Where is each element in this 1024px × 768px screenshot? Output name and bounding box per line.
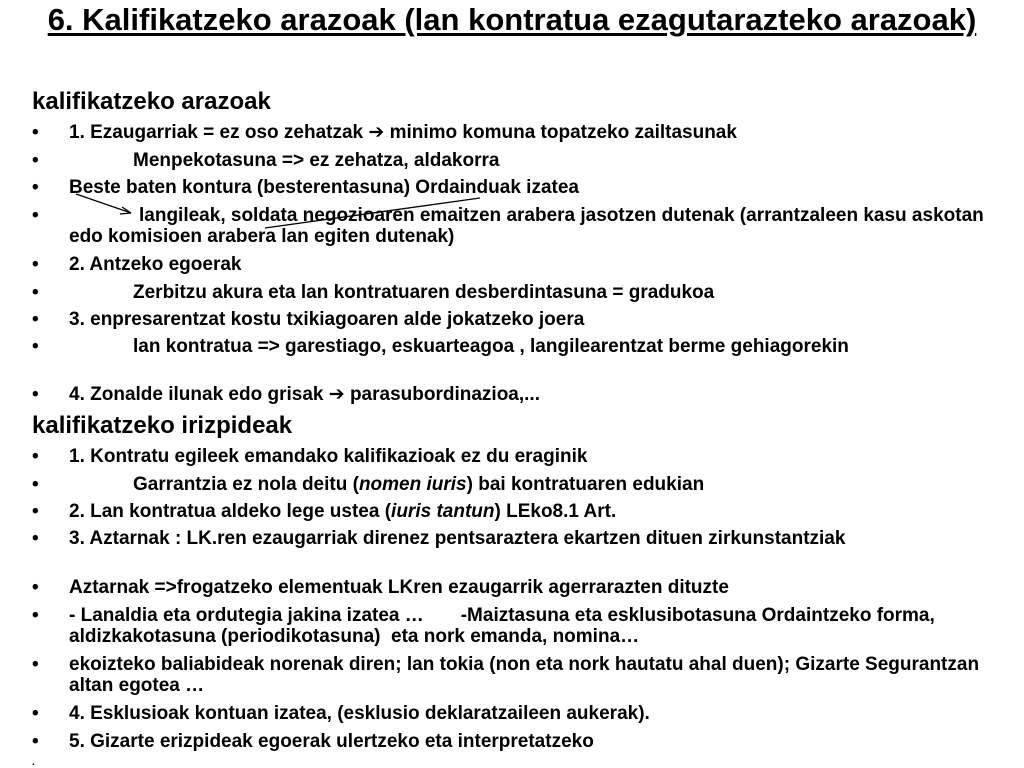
list-item — [32, 122, 992, 143]
item-text: 1. Ezaugarriak = ez oso zehatzak — [69, 122, 369, 143]
item-text: ) LEko8.1 Art. — [494, 501, 617, 522]
item-text: Beste baten kontura (besterentasuna) Ordainduak izatea — [69, 177, 579, 198]
item-text: 2. Antzeko egoerak — [69, 254, 242, 275]
right-arrow-icon: ➔ — [328, 383, 345, 405]
list-item — [32, 205, 992, 247]
bullet-icon: • — [32, 205, 39, 226]
list-item — [32, 336, 992, 357]
section-heading-problems: kalifikatzeko arazoak — [32, 88, 271, 115]
item-text: minimo komuna topatzeko zailtasunak — [384, 122, 737, 143]
item-text: 1. Kontratu egileek emandako kalifikazioak ez du eraginik — [69, 446, 588, 467]
item-text-italic: nomen iuris — [358, 474, 467, 495]
item-text: 5. Gizarte erizpideak egoerak ulertzeko eta interpretatzeko — [69, 731, 594, 752]
item-text: Zerbitzu akura eta lan kontratuaren desberdintasuna = gradukoa — [133, 282, 715, 303]
list-item — [32, 309, 992, 330]
list-item — [32, 282, 992, 303]
item-text: 3. enpresarentzat kostu txikiagoaren alde jokatzeko joera — [69, 309, 585, 330]
list-item — [32, 384, 992, 405]
item-text: lan kontratua => garestiago, eskuarteagoa , langilearentzat berme gehiagorekin — [133, 336, 849, 357]
list-item — [32, 605, 992, 647]
list-item — [32, 446, 992, 467]
bullet-icon: • — [32, 605, 39, 626]
item-text: 4. Zonalde ilunak edo grisak — [69, 384, 329, 405]
slide-title: 6. Kalifikatzeko arazoak (lan kontratua ezagutarazteko arazoak) — [47, 2, 977, 37]
list-item — [32, 254, 992, 275]
bullet-icon: • — [32, 282, 39, 303]
item-text: 2. Lan kontratua aldeko lege ustea ( — [69, 501, 392, 522]
list-item — [32, 703, 992, 724]
bullet-icon: • — [32, 254, 39, 275]
bullet-icon: • — [32, 336, 39, 357]
list-item — [32, 177, 992, 198]
bullet-icon: • — [32, 577, 39, 598]
bullet-icon: • — [32, 731, 39, 752]
bullet-icon: • — [32, 703, 39, 724]
bullet-icon: • — [32, 654, 39, 675]
item-text: parasubordinazioa,... — [344, 384, 540, 405]
list-item — [32, 577, 992, 598]
list-item — [32, 731, 992, 752]
item-text: Menpekotasuna => ez zehatza, aldakorra — [133, 150, 500, 171]
bullet-icon: • — [32, 150, 39, 171]
item-text: 4. Esklusioak kontuan izatea, (esklusio deklaratzaileen aukerak). — [69, 703, 650, 724]
item-text: langileak, soldata negozioaren emaitzen arabera jasotzen dutenak (arrantzaleen kasu askotan edo komisioen arabera lan egiten dutenak) — [69, 205, 984, 247]
bullet-icon: • — [32, 384, 39, 405]
list-item — [32, 474, 992, 495]
item-text: Aztarnak =>frogatzeko elementuak LKren ezaugarrik agerrarazten dituzte — [69, 577, 729, 598]
right-arrow-icon: ➔ — [368, 121, 385, 143]
item-text: ekoizteko baliabideak norenak diren; lan tokia (non eta nork hautatu ahal duen); Gizarte Segurantzan altan egotea … — [69, 654, 980, 696]
bullet-icon: • — [32, 122, 39, 143]
bullet-icon: • — [32, 177, 39, 198]
section-heading-criteria: kalifikatzeko irizpideak — [32, 412, 293, 439]
bullet-icon: • — [32, 446, 39, 467]
item-text: Garrantzia ez nola deitu ( — [133, 474, 359, 495]
list-item — [32, 150, 992, 171]
list-item — [32, 654, 992, 696]
item-text-italic: iuris tantun — [391, 501, 495, 522]
item-text: - Lanaldia eta ordutegia jakina izatea … -Maiztasuna eta esklusibotasuna Ordaintzeko forma, aldizkakotasuna (periodikotasuna) eta nork emanda, nomina… — [69, 605, 941, 647]
list-item — [32, 528, 992, 549]
item-text: ) bai kontratuaren edukian — [466, 474, 705, 495]
item-text: 3. Aztarnak : LK.ren ezaugarriak direnez pentsaraztera ekartzen dituen zirkunstantziak — [69, 528, 846, 549]
bullet-icon: • — [32, 501, 39, 522]
list-item — [32, 501, 992, 522]
bullet-icon: • — [32, 309, 39, 330]
bullet-icon: • — [32, 474, 39, 495]
bullet-icon: • — [32, 528, 39, 549]
trailing-dot: . — [32, 757, 35, 768]
